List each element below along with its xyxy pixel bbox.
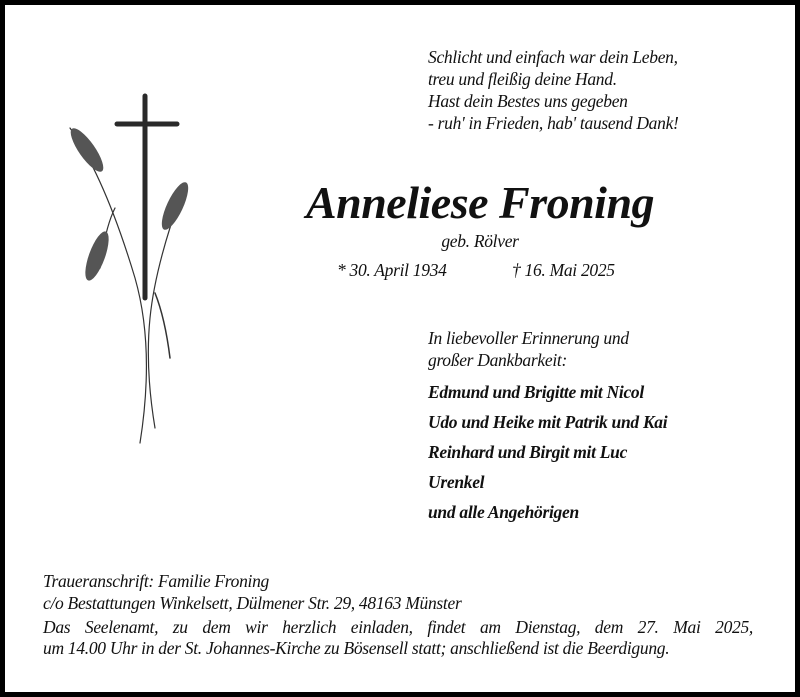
address-line: c/o Bestattungen Winkelsett, Dülmener Str. 29, 48163 Münster — [43, 593, 462, 613]
poem-line: treu und fleißig deine Hand. — [428, 69, 617, 89]
memory-text — [428, 327, 629, 371]
poem-line: Schlicht und einfach war dein Leben, — [428, 47, 678, 67]
service-line: um 14.00 Uhr in der St. Johannes-Kirche zu Bösensell statt; anschließend ist die Beerdigung. — [43, 638, 670, 658]
mourner: Edmund und Brigitte mit Nicol — [428, 382, 644, 402]
maiden-name: geb. Rölver — [441, 231, 519, 251]
mourning-address — [43, 570, 461, 614]
memory-line: großer Dankbarkeit: — [428, 350, 567, 370]
mourner: Urenkel — [428, 472, 485, 492]
poem-line: Hast dein Bestes uns gegeben — [428, 91, 628, 111]
mourner: Udo und Heike mit Patrik und Kai — [428, 412, 668, 432]
cross-and-wheat-illustration — [45, 88, 195, 448]
service-info — [43, 617, 753, 659]
mourner: und alle Angehörigen — [428, 502, 579, 522]
memory-line: In liebevoller Erinnerung und — [428, 328, 629, 348]
mourners-list — [428, 380, 667, 530]
deceased-name: Anneliese Froning — [305, 177, 655, 228]
mourner: Reinhard und Birgit mit Luc — [428, 442, 628, 462]
poem-line: - ruh' in Frieden, hab' tausend Dank! — [428, 113, 679, 133]
address-line: Traueranschrift: Familie Froning — [43, 571, 270, 591]
death-date: † 16. Mai 2025 — [512, 260, 615, 280]
service-line: Das Seelenamt, zu dem wir herzlich einladen, findet am Dienstag, dem 27. Mai 2025, — [43, 617, 753, 637]
birth-date: * 30. April 1934 — [337, 260, 447, 280]
poem — [428, 46, 679, 134]
